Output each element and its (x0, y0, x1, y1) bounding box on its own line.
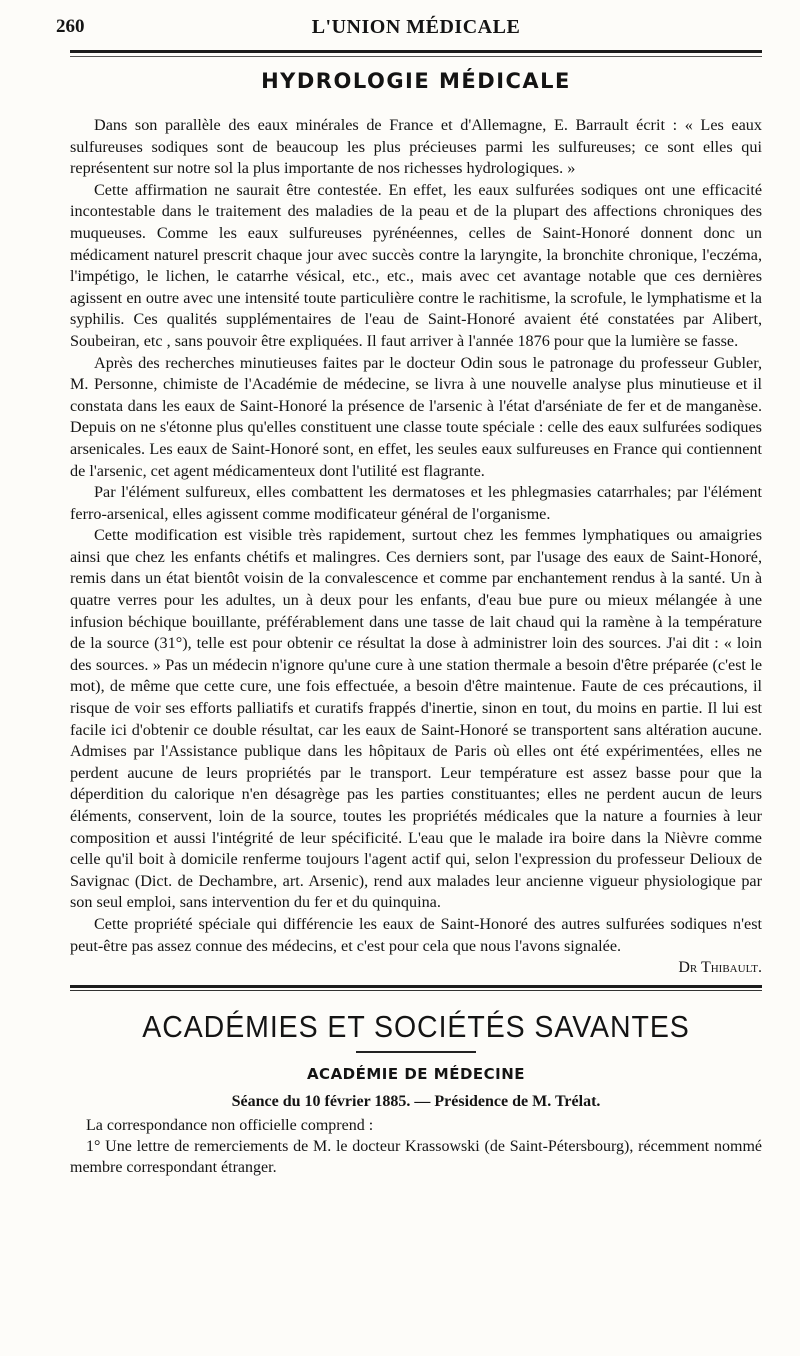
page-number: 260 (56, 16, 85, 37)
article-paragraph: Cette modification est visible très rapidement, surtout chez les femmes lymphatiques ou amaigries ainsi que chez les enfants chétifs et malingres. Ces derniers sont, par l'usage des eaux de Saint-Honoré, remis dans un état bientôt voisin de la convalescence et comme par enchantement rendus à la santé. Un à quatre verres pour les adultes, un à deux pour les enfants, d'eau bue pure ou mieux mélangée à une infusion béchique bouillante, préférablement dans une tasse de lait chaud qui la ramène à la température de la source (31°), telle est pour obtenir ce résultat la dose à administrer loin des sources. J'ai dit : « loin des sources. » Pas un médecin n'ignore qu'une cure à une station thermale a besoin d'être préparée (c'est le mot), de même que cette cure, une fois effectuée, a besoin d'être maintenue. Faute de ces précautions, il risque de voir ses efforts palliatifs et curatifs frappés d'inertie, sinon en tout, du moins en partie. Il lui est facile ici d'obtenir ce double résultat, car les eaux de Saint-Honoré se transportent sans altération aucune. Admises par l'Assistance publique dans les hôpitaux de Paris où elles ont été expérimentées, elles ne perdent aucune de leurs propriétés par le transport. Leur température est assez basse pour que la déperdition du calorique n'en désagrège pas les parties constituantes; elles ne perdent aucun de leurs éléments, conservent, loin de la source, toutes les propriétés médicales que la nature a fournies à leur composition et aussi l'intégrité de leur spécificité. L'eau que le malade ira boire dans la Nièvre comme celle qu'il boit à domicile renferme toujours l'agent actif qui, selon l'expression du professeur Delioux de Savignac (Dict. de Dechambre, art. Arsenic), rend aux malades leur ancienne vigueur physiologique par son seul emploi, sans intervention du fer et du quinquina. (70, 526, 762, 912)
author-signature: Dr Thibault. (678, 959, 762, 977)
article-paragraph: Par l'élément sulfureux, elles combattent les dermatoses et les phlegmasies catarrhales; par l'élément ferro-arsenical, elles agissent comme modificateur général de l'organisme. (70, 483, 762, 523)
header-rule-thin (70, 56, 762, 57)
section-divider (70, 985, 762, 991)
session-body (70, 1115, 762, 1178)
article-paragraph: Cette affirmation ne saurait être contestée. En effet, les eaux sulfurées sodiques ont une efficacité incontestable dans le traitement des maladies de la peau et de la plupart des affections chroniques des muqueuses. Comme les eaux sulfureuses pyrénéennes, celles de Saint-Honoré donnent donc un médicament naturel prescrit chaque jour avec succès contre la laryngite, la bronchite chronique, l'eczéma, l'impétigo, le lichen, le catarrhe vésical, etc., etc., mais avec cet avantage notable que ces dernières agissent en outre avec une intensité toute particulière contre le rachitisme, la scrofule, le lymphatisme et la syphilis. Ces qualités supplémentaires de l'eau de Saint-Honoré avaient été constatées par Alibert, Soubeiran, etc , sans pouvoir être expliquées. Il faut arriver à l'année 1876 pour que la lumière se fasse. (70, 180, 762, 350)
section-title-academies: ACADÉMIES ET SOCIÉTÉS SAVANTES (142, 1009, 690, 1045)
article-paragraph: Dans son parallèle des eaux minérales de France et d'Allemagne, E. Barrault écrit : « Les eaux sulfureuses sodiques sont de beaucoup les plus précieuses parmi les sulfureuses; ce sont elles qui représentent sur notre sol la plus importante de nos richesses hydrologiques. » (70, 116, 762, 178)
journal-page (56, 12, 762, 1178)
header-rule (70, 50, 762, 53)
article-paragraph: Cette propriété spéciale qui différencie les eaux de Saint-Honoré des autres sulfurées sodiques n'est peut-être pas assez connue des médecins, et c'est pour cela que nous l'avons signalée. (70, 914, 762, 955)
session-line: Séance du 10 février 1885. — Présidence de M. Trélat. (231, 1093, 601, 1111)
running-head (56, 12, 762, 40)
article-paragraph: Après des recherches minutieuses faites par le docteur Odin sous le patronage du professeur Gubler, M. Personne, chimiste de l'Académie de médecine, se livra à une nouvelle analyse plus minutieuse et il constata dans les eaux de Saint-Honoré la présence de l'arsenic à l'état d'arséniate de fer et de manganèse. Depuis on ne s'étonne plus qu'elles constituent une classe toute spéciale : celle des eaux sulfurées sodiques arsenicales. Les eaux de Saint-Honoré sont, en effet, les seules eaux sulfureuses en France qui contiennent de l'arsenic, cet agent médicamenteux dont l'utilité est flagrante. (70, 353, 762, 480)
session-paragraph: 1° Une lettre de remerciements de M. le docteur Krassowski (de Saint-Pétersbourg), récemment nommé membre correspondant étranger. (70, 1138, 762, 1177)
subsection-title: ACADÉMIE DE MÉDECINE (306, 1065, 526, 1084)
journal-title: L'UNION MÉDICALE (311, 16, 521, 38)
section-title-hydrologie: HYDROLOGIE MÉDICALE (261, 69, 571, 93)
article-hydrologie (70, 115, 762, 977)
title-underline (356, 1051, 476, 1053)
session-paragraph: La correspondance non officielle comprend : (86, 1117, 374, 1135)
